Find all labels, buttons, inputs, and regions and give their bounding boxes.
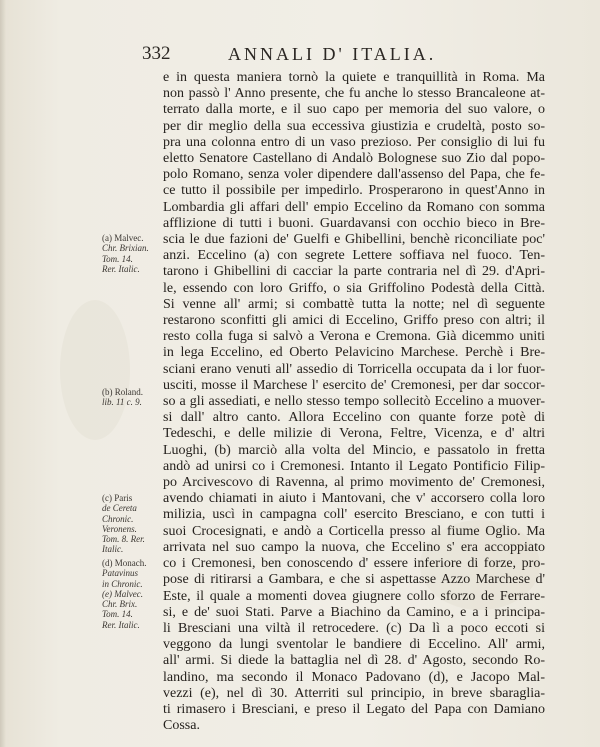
- page-edge-shadow: [0, 0, 6, 747]
- sidenote-a: [102, 233, 160, 274]
- sidenote-line: in Chronic.: [102, 578, 143, 589]
- text-line: pra una colonna entro di un vaso prezioso. Per consiglio di lui fu: [163, 134, 545, 150]
- text-line: po Arcivescovo di Ravenna, al primo movimento de' Cremonesi,: [163, 475, 545, 491]
- text-line: anzi. Eccelino (a) con segrete Lettere soffiava nel fuoco. Ten-: [163, 248, 545, 264]
- sidenote-d-e: [102, 558, 160, 630]
- text-line: all' armi. Si diede la battaglia nel dì 28. d' Agosto, secondo Ro-: [163, 653, 545, 669]
- text-line: restarono sconfitti gli amici di Eccelino, Griffo preso con altri; il: [163, 313, 545, 329]
- text-line: landino, ma secondo il Monaco Padovano (d), e Jacopo Mal-: [163, 669, 545, 685]
- sidenote-b: [102, 387, 160, 408]
- text-line: si, e de' suoi Stati. Parve a Biachino da Camino, e a i principa-: [163, 604, 545, 620]
- text-line: polo Romano, senza voler dipendere dall'assenso del Papa, che fe-: [163, 167, 545, 183]
- sidenote-line: Italic.: [102, 544, 124, 555]
- text-line: terrato dalla morte, e il suo capo per memoria del suo valore, o: [163, 102, 545, 118]
- text-line: resto colla fuga si salvò a Verona e Cremona. Già dicemmo uniti: [163, 329, 545, 345]
- sidenote-line: Chr. Brixian.: [102, 243, 149, 254]
- sidenote-line: Tom. 14.: [102, 253, 133, 264]
- text-line: veggono da lungi sventolar le bandiere di Eccelino. All' armi,: [163, 637, 545, 653]
- sidenote-line: (c) Paris: [102, 493, 133, 503]
- text-line: Lombardia gli affari dell' empio Eccelino da Romano con somma: [163, 199, 545, 215]
- sidenote-line: (e) Malvec.: [102, 588, 143, 599]
- sidenote-line: Chronic.: [102, 513, 134, 524]
- text-line: Cossa.: [163, 718, 200, 734]
- sidenote-line: Chr. Brix.: [102, 599, 138, 610]
- sidenote-line: Rer. Italic.: [102, 619, 140, 630]
- text-line: avendo chiamati in aiuto i Mantovani, che v' accorsero colla loro: [163, 491, 545, 507]
- text-line: e in questa maniera tornò la quiete e tranquillità in Roma. Ma: [163, 70, 545, 85]
- sidenote-line: Tom. 8. Rer.: [102, 534, 145, 545]
- text-line: suoi Crocesignati, e andò a Corticella presso al fiume Oglio. Ma: [163, 523, 545, 539]
- sidenote-line: Patavinus: [102, 568, 138, 579]
- text-line: ti rimasero i Bresciani, e preso il Legato del Papa con Damiano: [163, 701, 545, 717]
- text-line: co i Cremonesi, ben conoscendo d' essere inferiore di forze, pro-: [163, 556, 545, 572]
- sidenote-line: lib. 11 c. 9.: [102, 397, 142, 408]
- running-title: ANNALI D' ITALIA.: [228, 44, 437, 64]
- text-line: in lega Eccelino, ed Oberto Pelavicino Marchese. Perchè i Bre-: [163, 345, 545, 361]
- text-line: scia le due fazioni de' Guelfi e Ghibellini, benchè riconciliate poc': [163, 232, 545, 248]
- text-line: le, essendo con loro Griffo, o sia Griffolino Podestà della Città.: [163, 280, 545, 296]
- text-line: ce tutto il possibile per impedirlo. Prosperarono in quest'Anno in: [163, 183, 545, 199]
- text-line: so a gli assediati, e nello stesso tempo sollecitò Eccelino a muover-: [163, 394, 545, 410]
- paper-stain: [60, 300, 130, 440]
- text-line: li Bresciani una viltà il retrocedere. (c) Da lì a poco eccoti si: [163, 620, 545, 636]
- page-header: [142, 43, 522, 67]
- sidenote-line: Rer. Italic.: [102, 263, 140, 274]
- sidenote-line: Tom. 14.: [102, 609, 133, 620]
- text-line: afflizione di tutti i buoni. Guardavansi con occhio bieco in Bre-: [163, 215, 545, 231]
- text-line: Tedeschi, e delle milizie di Verona, Feltre, Vicenza, e d' altri: [163, 426, 545, 442]
- text-line: tarono i Ghibellini di cacciar la parte contraria nel dì 29. d'Apri-: [163, 264, 545, 280]
- text-line: pose di ritirarsi a Gambara, e che si aspettasse Azzo Marchese d': [163, 572, 545, 588]
- text-line: Este, il quale a momenti dovea giugnere collo sforzo de Ferrare-: [163, 588, 545, 604]
- text-line: eletto Senatore Castellano di Andalò Bolognese suo Zio dal popo-: [163, 151, 545, 167]
- sidenote-line: Veronens.: [102, 523, 137, 534]
- sidenote-line: (b) Roland.: [102, 387, 143, 397]
- text-line: arrivata nel suo campo la nuova, che Eccelino s' era accoppiato: [163, 539, 545, 555]
- sidenote-line: (d) Monach.: [102, 558, 147, 568]
- text-line: Luoghi, (b) marciò alla volta del Mincio, e passatolo in fretta: [163, 442, 545, 458]
- sidenote-c: [102, 493, 160, 555]
- page-number: 332: [142, 43, 171, 64]
- sidenote-line: de Cereta: [102, 503, 137, 514]
- text-line: Si venne all' armi; si combattè tutta la notte; nel dì seguente: [163, 296, 545, 312]
- sidenote-line: (a) Malvec.: [102, 233, 144, 243]
- text-line: milizia, uscì in campagna coll' esercito Bresciano, e con tutti i: [163, 507, 545, 523]
- text-line: non passò l' Anno presente, che fu anche lo stesso Brancaleone at-: [163, 86, 545, 102]
- main-text-column: [163, 70, 545, 734]
- text-line: andò ad unirsi co i Cremonesi. Intanto il Legato Pontificio Filip-: [163, 458, 545, 474]
- text-line: per dir meglio della sua eccessiva giustizia e crudeltà, posto so-: [163, 118, 545, 134]
- text-line: sciani erano venuti all' assedio di Torricella occupata da i lor fuor-: [163, 361, 545, 377]
- text-line: vezzi (e), nel dì 30. Atterriti sul principio, in breve sbaraglia-: [163, 685, 545, 701]
- text-line: usciti, mosse il Marchese l' esercito de' Cremonesi, per dar soccor-: [163, 377, 545, 393]
- text-line: si dall' altro canto. Allora Eccelino con quante forze potè di: [163, 410, 545, 426]
